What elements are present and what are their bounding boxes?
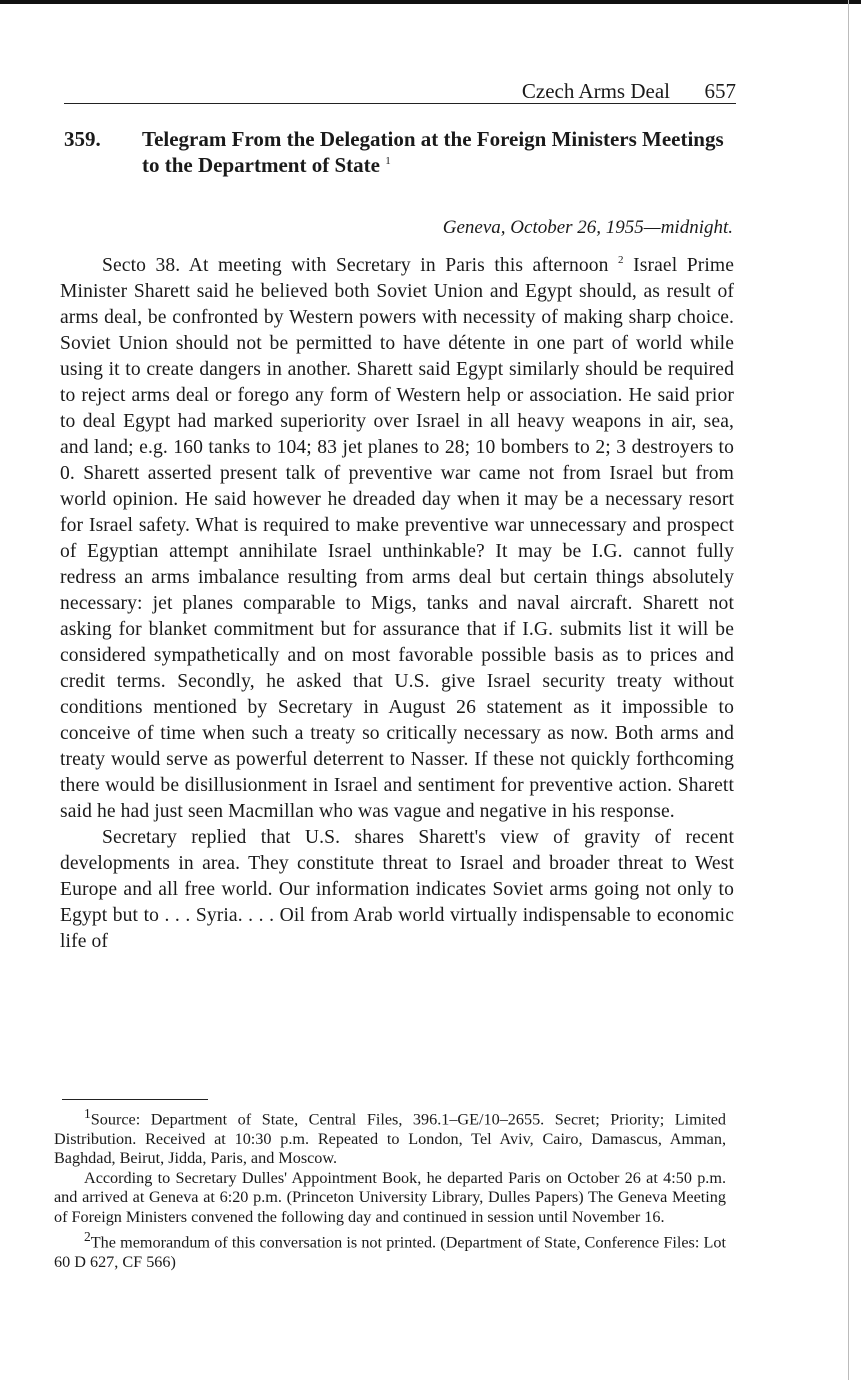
body-paragraph-2: Secretary replied that U.S. shares Sharett's view of gravity of recent developments in area. They constitute threat to Israel and broader threat to West Europe and all free world. Our information indicates Soviet arms going not only to Egypt but to . . . Syria. . . . Oil from Arab world virtually indispensable to economic life of: [60, 827, 734, 952]
footnote-1: [54, 1104, 726, 1169]
p1-footnote-ref: 2: [618, 254, 624, 266]
document-title-text: Telegram From the Delegation at the Foreign Ministers Meetings to the Department of State: [142, 127, 724, 177]
document-number: 359.: [64, 127, 101, 151]
body-text: [60, 253, 734, 955]
page-top-border: [0, 0, 861, 4]
footnote-2-text: The memorandum of this conversation is not printed. (Department of State, Conference Files: Lot 60 D 627, CF 566): [54, 1233, 726, 1272]
footnote-1-text: Source: Department of State, Central Files, 396.1–GE/10–2655. Secret; Priority; Limited Distribution. Received at 10:30 p.m. Repeated to London, Tel Aviv, Cairo, Damascus, Amman, Baghdad, Beirut, Jidda, Paris, and Moscow.: [54, 1110, 726, 1168]
running-head: [64, 79, 736, 104]
running-head-title: Czech Arms Deal: [521, 79, 670, 103]
title-footnote-ref: 1: [385, 155, 391, 167]
footnotes: [54, 1104, 726, 1273]
footnote-2: [54, 1227, 726, 1272]
page-right-edge: [848, 0, 849, 1380]
footnote-1-ref: 1: [84, 1106, 91, 1121]
dateline: Geneva, October 26, 1955—midnight.: [442, 217, 733, 238]
footnote-1-continued: According to Secretary Dulles' Appointment Book, he departed Paris on October 26 at 4:50 p.m. and arrived at Geneva at 6:20 p.m. (Princeton University Library, Dulles Papers) The Geneva Meeting of Foreign Ministers convened the following day and continued in session until November 16.: [54, 1168, 726, 1226]
footnote-2-ref: 2: [84, 1229, 91, 1245]
footnote-rule: [62, 1099, 208, 1100]
document-title: [142, 126, 742, 178]
body-paragraph-1: [60, 253, 734, 825]
page-number: 657: [704, 79, 736, 103]
p1-rest: Israel Prime Minister Sharett said he believed both Soviet Union and Egypt should, as result of arms deal, be confronted by Western powers with necessity of making sharp choice. Soviet Union should not be permitted to have détente in one part of world while using it to create dangers in another. Sharett said Egypt similarly should be required to reject arms deal or forego any form of Western help or association. He said prior to deal Egypt had marked superiority over Israel in all heavy weapons in air, sea, and land; e.g. 160 tanks to 104; 83 jet planes to 28; 10 bombers to 2; 3 destroyers to 0. Sharett asserted present talk of preventive war came not from Israel but from world opinion. He said however he dreaded day when it may be a necessary resort for Israel safety. What is required to make preventive war unnecessary and prospect of Egyptian attempt annihilate Israel unthinkable? It may be I.G. cannot fully redress an arms imbalance resulting from arms deal but certain things absolutely necessary: jet planes comparable to Migs, tanks and naval aircraft. Sharett not asking for blanket commitment but for assurance that if I.G. submits list it will be considered sympathetically and on most favorable possible basis as to prices and credit terms. Secondly, he asked that U.S. give Israel security treaty without conditions mentioned by Secretary in August 26 statement as it impossible to conceive of time when such a treaty so critically necessary as now. Both arms and treaty would serve as powerful deterrent to Nasser. If these not quickly forthcoming there would be disillusionment in Israel and sentiment for preventive action. Sharett said he had just seen Macmillan who was vague and negative in his response.: [60, 255, 735, 822]
p1-lead: Secto 38. At meeting with Secretary in Paris this afternoon: [102, 255, 609, 276]
